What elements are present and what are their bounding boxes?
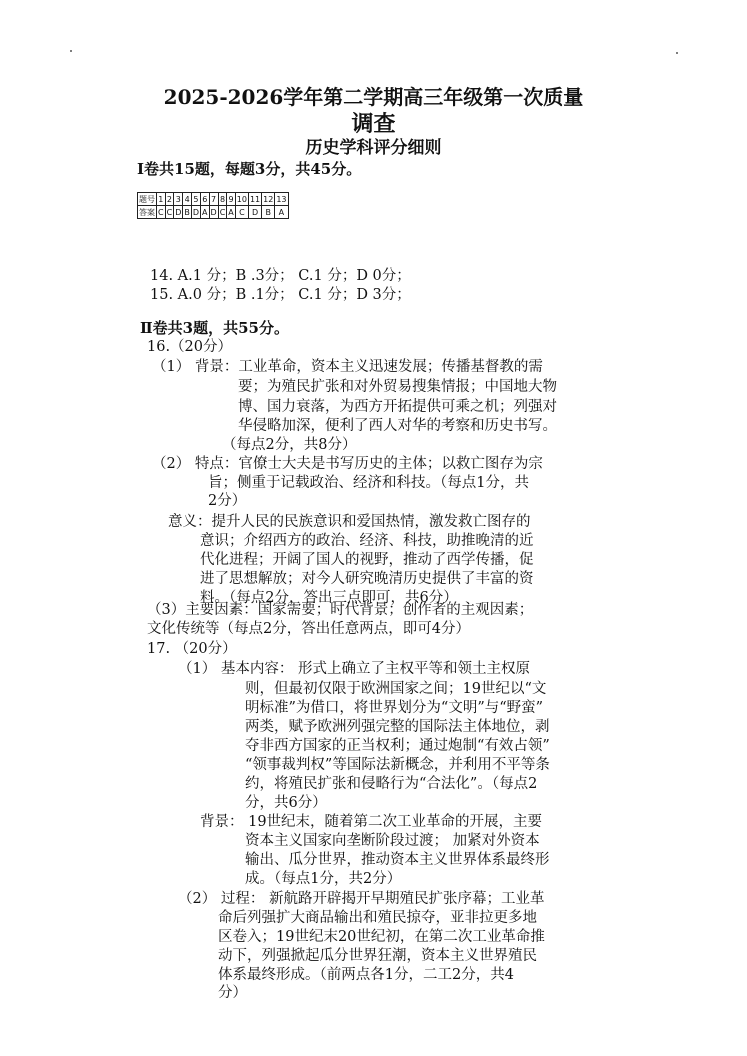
question-number: 6 [202,194,208,204]
q17-text-line: 则，但最初仅限于欧洲国家之间；19世纪以“文 [245,681,547,697]
answer-cell: C [166,207,173,217]
q16-text-line: （2） 特点：官僚士大夫是书写历史的主体；以救亡图存为宗 [152,456,543,472]
answer-table [137,192,289,219]
document-title: 2025-2026学年第二学期高三年级第一次质量 [163,85,584,109]
question-number: 4 [184,194,190,204]
document-title-continued: 调查 [351,111,396,137]
q17-text-line: 分） [218,985,247,1001]
q17-text-line: （2） 过程： 新航路开辟揭开早期殖民扩张序幕；工业革 [178,891,545,907]
document-subtitle: 历史学科评分细则 [305,138,442,158]
answer-cell: D [248,206,261,219]
question-number: 5 [191,193,200,206]
answer-cell: D [192,207,200,217]
answer-cell: D [210,207,217,217]
q17-text-line: 分，共6分） [245,795,327,811]
q16-text-line: （1） 背景：工业革命，资本主义迅速发展；传播基督教的需 [152,359,543,375]
answer-cell: B [184,207,190,217]
answer-table-number-row [138,193,289,206]
q16-heading: 16.（20分） [147,339,233,355]
q16-text-line: 料。（每点2分，答出三点即可，共6分） [200,590,458,606]
q17-text-line: “领事裁判权”等国际法新概念，并利用不平等条 [245,757,550,773]
q17-text-line: 体系最终形成。（前两点各1分，二工2分，共4 [218,967,514,983]
question-number: 9 [228,194,234,204]
q16-text-line: 意义：提升人民的民族意识和爱国热情，激发救亡图存的 [168,514,531,530]
q17-text-line: 成。（每点1分，共2分） [245,871,402,887]
q16-text-line: 意识；介绍西方的政治、经济、科技，助推晚清的近 [200,533,534,549]
question-number: 1 [158,194,164,204]
part2-header: Ⅱ卷共3题，共55分。 [140,319,289,337]
question-number: 11 [249,194,261,204]
q17-text-line: （1） 基本内容： 形式上确立了主权平等和领土主权原 [178,661,530,677]
q16-text-line: 要；为殖民扩张和对外贸易搜集情报；中国地大物 [238,379,557,395]
q16-text-line: 进了思想解放；对今人研究晚清历史提供了丰富的资 [200,571,534,587]
q17-text-line: 夺非西方国家的正当权利；通过炮制“有效占领” [245,738,550,754]
answer-cell: C [219,207,226,217]
q14-scoring: 14. A.1 分；B .3分； C.1 分；D 0分； [150,268,411,284]
answer-cell: A [202,207,208,217]
scan-dot [70,50,72,52]
q16-text-line: 博、国力衰落，为西方开拓提供可乘之机；列强对 [238,399,557,415]
question-number: 8 [219,194,226,204]
answer-cell: A [275,206,288,219]
answer-cell: B [262,206,275,219]
question-number: 12 [263,194,274,204]
q17-text-line: 背景： 19世纪末，随着第二次工业革命的开展，主要 [200,814,543,830]
answer-cell: A [228,207,234,217]
q17-text-line: 资本主义国家向垄断阶段过渡； 加紧对外资本 [245,833,540,849]
q16-text-line: 2分） [208,493,247,509]
q15-scoring: 15. A.0 分；B .1分； C.1 分；D 3分； [150,287,411,303]
q17-text-line: 约，将殖民扩张和侵略行为“合法化”。（每点2 [245,776,538,792]
q16-text-line: 文化传统等（每点2分，答出任意两点，即可4分） [147,621,470,637]
question-number: 3 [174,193,183,206]
answer-table-answer-row [138,206,289,219]
scan-dot [676,52,678,54]
q16-text-line: 代化进程；开阔了国人的视野，推动了西学传播，促 [200,552,534,568]
question-number: 7 [209,193,218,206]
q16-text-line: （每点2分，共8分） [222,437,357,453]
q17-text-line: 明标准”为借口，将世界划分为“文明”与“野蛮” [245,700,544,716]
answer-cell: D [175,207,182,217]
part1-header: Ⅰ卷共15题，每题3分，共45分。 [137,160,362,178]
answer-cell: C [235,206,248,219]
row-label: 答案 [139,207,155,217]
q17-heading: 17. （20分） [147,641,237,657]
question-number: 2 [166,194,172,204]
q17-text-line: 动下，列强掀起瓜分世界狂潮，资本主义世界殖民 [218,948,537,964]
q17-text-line: 输出、瓜分世界，推动资本主义世界体系最终形 [245,852,550,868]
answer-cell: C [158,207,164,217]
question-number: 10 [236,194,247,204]
question-number: 13 [276,194,287,204]
q17-text-line: 命后列强扩大商品输出和殖民掠夺，亚非拉更多地 [218,910,537,926]
q16-text-line: （3）主要因素：国家需要；时代背景；创作者的主观因素； [147,602,534,618]
q16-text-line: 华侵略加深，便利了西人对华的考察和历史书写。 [238,418,557,434]
row-label: 题号 [139,194,155,204]
q16-text-line: 旨；侧重于记载政治、经济和科技。（每点1分，共 [208,475,529,491]
q17-text-line: 区卷入；19世纪末20世纪初，在第二次工业革命推 [218,929,545,945]
q17-text-line: 两类，赋予欧洲列强完整的国际法主体地位，剥 [245,719,550,735]
